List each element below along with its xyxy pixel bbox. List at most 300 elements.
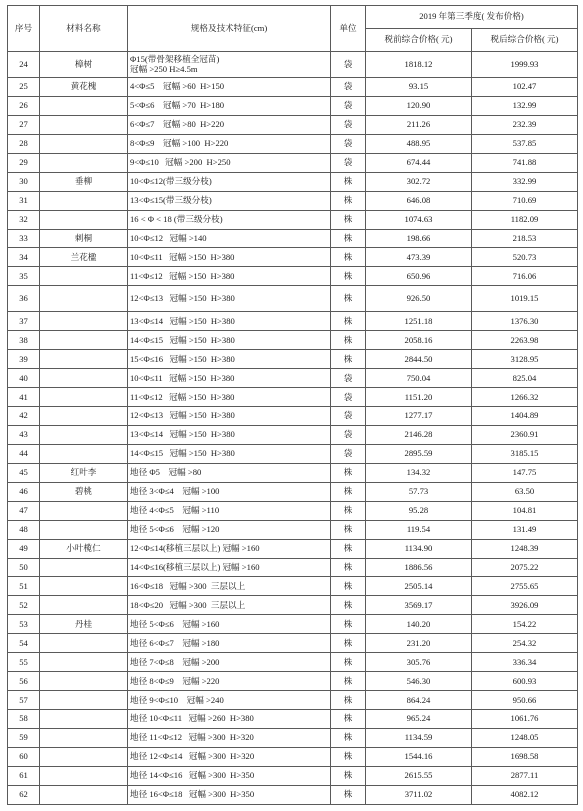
table-row xyxy=(8,96,578,115)
table-row xyxy=(8,425,578,444)
pre-tax-price: 650.96 xyxy=(366,267,472,286)
row-number: 54 xyxy=(8,634,40,653)
row-number: 48 xyxy=(8,520,40,539)
spec-line: 12<Φ≤13 冠幅 >150 H>380 xyxy=(130,410,235,421)
unit-cell: 袋 xyxy=(331,444,366,463)
pre-tax-price: 2615.55 xyxy=(366,766,472,785)
material-name xyxy=(40,407,128,426)
spec-cell xyxy=(128,388,331,407)
spec-cell xyxy=(128,653,331,672)
post-tax-price: 2755.65 xyxy=(472,577,578,596)
material-name xyxy=(40,153,128,172)
unit-cell: 株 xyxy=(331,634,366,653)
spec-line: 4<Φ≤5 冠幅 >60 H>150 xyxy=(130,81,225,92)
row-number: 41 xyxy=(8,388,40,407)
material-name xyxy=(40,267,128,286)
material-name xyxy=(40,286,128,312)
spec-cell xyxy=(128,520,331,539)
pre-tax-price: 302.72 xyxy=(366,172,472,191)
unit-cell: 株 xyxy=(331,785,366,804)
table-row xyxy=(8,672,578,691)
post-tax-price: 825.04 xyxy=(472,369,578,388)
pre-tax-price: 546.30 xyxy=(366,672,472,691)
table-row xyxy=(8,267,578,286)
post-tax-price: 950.66 xyxy=(472,691,578,710)
row-number: 39 xyxy=(8,350,40,369)
material-name xyxy=(40,444,128,463)
post-tax-price: 710.69 xyxy=(472,191,578,210)
spec-cell xyxy=(128,172,331,191)
unit-cell: 株 xyxy=(331,747,366,766)
pre-tax-price: 140.20 xyxy=(366,615,472,634)
pre-tax-price: 305.76 xyxy=(366,653,472,672)
spec-cell xyxy=(128,691,331,710)
unit-cell: 株 xyxy=(331,286,366,312)
unit-cell: 袋 xyxy=(331,153,366,172)
spec-cell xyxy=(128,425,331,444)
material-name: 黄花槐 xyxy=(40,78,128,97)
unit-cell: 袋 xyxy=(331,388,366,407)
post-tax-price: 336.34 xyxy=(472,653,578,672)
post-tax-price: 741.88 xyxy=(472,153,578,172)
row-number: 56 xyxy=(8,672,40,691)
table-row xyxy=(8,577,578,596)
table-row xyxy=(8,728,578,747)
pre-tax-price: 2146.28 xyxy=(366,425,472,444)
material-name xyxy=(40,766,128,785)
spec-line: 10<Φ≤11 冠幅 >150 H>380 xyxy=(130,372,235,383)
unit-cell: 株 xyxy=(331,191,366,210)
spec-cell xyxy=(128,766,331,785)
row-number: 25 xyxy=(8,78,40,97)
spec-cell xyxy=(128,501,331,520)
material-name xyxy=(40,115,128,134)
table-row xyxy=(8,331,578,350)
table-row xyxy=(8,52,578,78)
spec-line: 5<Φ≤6 冠幅 >70 H>180 xyxy=(130,100,225,111)
post-tax-price: 104.81 xyxy=(472,501,578,520)
post-tax-price: 1999.93 xyxy=(472,52,578,78)
spec-cell xyxy=(128,615,331,634)
unit-cell: 袋 xyxy=(331,134,366,153)
spec-cell xyxy=(128,482,331,501)
row-number: 27 xyxy=(8,115,40,134)
unit-cell: 袋 xyxy=(331,52,366,78)
unit-cell: 株 xyxy=(331,615,366,634)
post-tax-price: 2075.22 xyxy=(472,558,578,577)
post-tax-price: 254.32 xyxy=(472,634,578,653)
table-row xyxy=(8,634,578,653)
unit-cell: 袋 xyxy=(331,425,366,444)
unit-cell: 株 xyxy=(331,210,366,229)
spec-line: 14<Φ≤16(移植三层以上) 冠幅 >160 xyxy=(130,561,260,572)
pre-tax-price: 1886.56 xyxy=(366,558,472,577)
unit-cell: 袋 xyxy=(331,369,366,388)
row-number: 38 xyxy=(8,331,40,350)
table-row xyxy=(8,615,578,634)
spec-cell xyxy=(128,710,331,729)
spec-cell xyxy=(128,115,331,134)
pre-tax-price: 2895.59 xyxy=(366,444,472,463)
row-number: 40 xyxy=(8,369,40,388)
header-unit: 单位 xyxy=(331,6,366,52)
material-name xyxy=(40,747,128,766)
material-name: 刺桐 xyxy=(40,229,128,248)
spec-line: 地径 5<Φ≤6 冠幅 >120 xyxy=(130,524,220,535)
spec-line: 地径 3<Φ≤4 冠幅 >100 xyxy=(130,486,220,497)
spec-cell xyxy=(128,444,331,463)
post-tax-price: 1019.15 xyxy=(472,286,578,312)
spec-line: 13<Φ≤15(带三级分枝) xyxy=(130,195,212,206)
unit-cell: 株 xyxy=(331,463,366,482)
material-name: 碧桃 xyxy=(40,482,128,501)
post-tax-price: 2360.91 xyxy=(472,425,578,444)
spec-cell xyxy=(128,369,331,388)
unit-cell: 株 xyxy=(331,558,366,577)
post-tax-price: 131.49 xyxy=(472,520,578,539)
row-number: 47 xyxy=(8,501,40,520)
spec-line: 地径 16<Φ≤18 冠幅 >300 H>350 xyxy=(130,789,255,800)
pre-tax-price: 1251.18 xyxy=(366,312,472,331)
pre-tax-price: 57.73 xyxy=(366,482,472,501)
spec-line: 地径 8<Φ≤9 冠幅 >220 xyxy=(130,675,220,686)
post-tax-price: 1182.09 xyxy=(472,210,578,229)
table-row xyxy=(8,501,578,520)
row-number: 24 xyxy=(8,52,40,78)
table-row xyxy=(8,78,578,97)
row-number: 62 xyxy=(8,785,40,804)
row-number: 61 xyxy=(8,766,40,785)
post-tax-price: 1248.39 xyxy=(472,539,578,558)
spec-cell xyxy=(128,463,331,482)
table-row xyxy=(8,172,578,191)
unit-cell: 株 xyxy=(331,710,366,729)
post-tax-price: 3185.15 xyxy=(472,444,578,463)
spec-cell xyxy=(128,407,331,426)
row-number: 31 xyxy=(8,191,40,210)
header-spec: 规格及技术特征(cm) xyxy=(128,6,331,52)
material-name xyxy=(40,425,128,444)
material-name: 小叶榄仁 xyxy=(40,539,128,558)
spec-line: 11<Φ≤12 冠幅 >150 H>380 xyxy=(130,391,235,402)
unit-cell: 袋 xyxy=(331,96,366,115)
row-number: 57 xyxy=(8,691,40,710)
post-tax-price: 520.73 xyxy=(472,248,578,267)
pre-tax-price: 488.95 xyxy=(366,134,472,153)
material-name: 樟树 xyxy=(40,52,128,78)
unit-cell: 株 xyxy=(331,331,366,350)
post-tax-price: 3128.95 xyxy=(472,350,578,369)
table-row xyxy=(8,444,578,463)
pre-tax-price: 119.54 xyxy=(366,520,472,539)
unit-cell: 株 xyxy=(331,728,366,747)
material-name xyxy=(40,653,128,672)
table-row xyxy=(8,191,578,210)
spec-line: 6<Φ≤7 冠幅 >80 H>220 xyxy=(130,119,225,130)
spec-line: 地径 5<Φ≤6 冠幅 >160 xyxy=(130,618,220,629)
table-row xyxy=(8,210,578,229)
spec-line: 8<Φ≤9 冠幅 >100 H>220 xyxy=(130,138,229,149)
row-number: 32 xyxy=(8,210,40,229)
material-name xyxy=(40,191,128,210)
spec-cell xyxy=(128,634,331,653)
material-name: 垂柳 xyxy=(40,172,128,191)
pre-tax-price: 231.20 xyxy=(366,634,472,653)
spec-cell xyxy=(128,728,331,747)
pre-tax-price: 1544.16 xyxy=(366,747,472,766)
spec-cell xyxy=(128,350,331,369)
table-row xyxy=(8,115,578,134)
spec-line: Φ15(带骨架移植全冠苗) xyxy=(130,54,220,65)
spec-line: 14<Φ≤15 冠幅 >150 H>380 xyxy=(130,448,235,459)
table-row xyxy=(8,520,578,539)
unit-cell: 株 xyxy=(331,350,366,369)
table-row xyxy=(8,369,578,388)
material-name: 兰花楹 xyxy=(40,248,128,267)
unit-cell: 株 xyxy=(331,672,366,691)
post-tax-price: 1376.30 xyxy=(472,312,578,331)
row-number: 44 xyxy=(8,444,40,463)
material-name xyxy=(40,388,128,407)
spec-line: 地径 12<Φ≤14 冠幅 >300 H>320 xyxy=(130,751,255,762)
table-row xyxy=(8,766,578,785)
spec-cell xyxy=(128,153,331,172)
table-row xyxy=(8,388,578,407)
table-row xyxy=(8,653,578,672)
unit-cell: 株 xyxy=(331,653,366,672)
post-tax-price: 232.39 xyxy=(472,115,578,134)
table-row xyxy=(8,286,578,312)
spec-line: 11<Φ≤12 冠幅 >150 H>380 xyxy=(130,270,235,281)
spec-cell xyxy=(128,96,331,115)
unit-cell: 袋 xyxy=(331,115,366,134)
unit-cell: 株 xyxy=(331,766,366,785)
row-number: 30 xyxy=(8,172,40,191)
pre-tax-price: 864.24 xyxy=(366,691,472,710)
row-number: 29 xyxy=(8,153,40,172)
spec-cell xyxy=(128,785,331,804)
pre-tax-price: 3569.17 xyxy=(366,596,472,615)
material-name: 丹桂 xyxy=(40,615,128,634)
pre-tax-price: 926.50 xyxy=(366,286,472,312)
spec-cell xyxy=(128,331,331,350)
post-tax-price: 102.47 xyxy=(472,78,578,97)
spec-line: 地径 10<Φ≤11 冠幅 >260 H>380 xyxy=(130,713,254,724)
row-number: 36 xyxy=(8,286,40,312)
material-name xyxy=(40,728,128,747)
post-tax-price: 147.75 xyxy=(472,463,578,482)
spec-line: 地径 4<Φ≤5 冠幅 >110 xyxy=(130,505,220,516)
pre-tax-price: 646.08 xyxy=(366,191,472,210)
post-tax-price: 600.93 xyxy=(472,672,578,691)
material-name xyxy=(40,210,128,229)
row-number: 42 xyxy=(8,407,40,426)
material-name xyxy=(40,350,128,369)
unit-cell: 株 xyxy=(331,482,366,501)
table-row xyxy=(8,539,578,558)
pre-tax-price: 1277.17 xyxy=(366,407,472,426)
pre-tax-price: 120.90 xyxy=(366,96,472,115)
row-number: 49 xyxy=(8,539,40,558)
material-name xyxy=(40,501,128,520)
table-row xyxy=(8,134,578,153)
unit-cell: 株 xyxy=(331,312,366,331)
spec-line: 10<Φ≤12(带三级分枝) xyxy=(130,176,212,187)
unit-cell: 株 xyxy=(331,520,366,539)
table-row xyxy=(8,350,578,369)
row-number: 35 xyxy=(8,267,40,286)
material-name xyxy=(40,134,128,153)
post-tax-price: 218.53 xyxy=(472,229,578,248)
spec-cell xyxy=(128,78,331,97)
spec-line: 16<Φ≤18 冠幅 >300 三层以上 xyxy=(130,580,246,591)
post-tax-price: 132.99 xyxy=(472,96,578,115)
header-pre-tax: 税前综合价格( 元) xyxy=(366,29,472,52)
spec-line: 14<Φ≤15 冠幅 >150 H>380 xyxy=(130,334,235,345)
material-name xyxy=(40,691,128,710)
table-row xyxy=(8,747,578,766)
row-number: 59 xyxy=(8,728,40,747)
spec-line: 13<Φ≤14 冠幅 >150 H>380 xyxy=(130,429,235,440)
post-tax-price: 63.50 xyxy=(472,482,578,501)
spec-cell xyxy=(128,558,331,577)
table-row xyxy=(8,312,578,331)
pre-tax-price: 211.26 xyxy=(366,115,472,134)
pre-tax-price: 674.44 xyxy=(366,153,472,172)
spec-line: 地径 11<Φ≤12 冠幅 >300 H>320 xyxy=(130,732,254,743)
table-row xyxy=(8,710,578,729)
unit-cell: 袋 xyxy=(331,78,366,97)
post-tax-price: 1266.32 xyxy=(472,388,578,407)
post-tax-price: 1061.76 xyxy=(472,710,578,729)
row-number: 34 xyxy=(8,248,40,267)
pre-tax-price: 93.15 xyxy=(366,78,472,97)
spec-line: 地径 9<Φ≤10 冠幅 >240 xyxy=(130,694,224,705)
material-name: 红叶李 xyxy=(40,463,128,482)
material-name xyxy=(40,331,128,350)
spec-cell xyxy=(128,596,331,615)
header-post-tax: 税后综合价格( 元) xyxy=(472,29,578,52)
unit-cell: 株 xyxy=(331,691,366,710)
post-tax-price: 716.06 xyxy=(472,267,578,286)
price-table xyxy=(7,5,578,805)
pre-tax-price: 3711.02 xyxy=(366,785,472,804)
spec-cell xyxy=(128,286,331,312)
pre-tax-price: 134.32 xyxy=(366,463,472,482)
spec-cell xyxy=(128,229,331,248)
table-row xyxy=(8,248,578,267)
spec-cell xyxy=(128,577,331,596)
unit-cell: 株 xyxy=(331,248,366,267)
table-row xyxy=(8,785,578,804)
spec-line: 10<Φ≤11 冠幅 >150 H>380 xyxy=(130,251,235,262)
spec-line: 18<Φ≤20 冠幅 >300 三层以上 xyxy=(130,599,246,610)
spec-line: 15<Φ≤16 冠幅 >150 H>380 xyxy=(130,353,235,364)
row-number: 53 xyxy=(8,615,40,634)
material-name xyxy=(40,96,128,115)
spec-line: 地径 14<Φ≤16 冠幅 >300 H>350 xyxy=(130,770,255,781)
material-name xyxy=(40,710,128,729)
table-row xyxy=(8,229,578,248)
post-tax-price: 1248.05 xyxy=(472,728,578,747)
material-name xyxy=(40,520,128,539)
material-name xyxy=(40,785,128,804)
unit-cell: 株 xyxy=(331,596,366,615)
table-row xyxy=(8,596,578,615)
post-tax-price: 1404.89 xyxy=(472,407,578,426)
unit-cell: 株 xyxy=(331,501,366,520)
material-name xyxy=(40,596,128,615)
pre-tax-price: 2844.50 xyxy=(366,350,472,369)
spec-line: 地径 Φ5 冠幅 >80 xyxy=(130,467,202,478)
row-number: 45 xyxy=(8,463,40,482)
table-row xyxy=(8,153,578,172)
row-number: 46 xyxy=(8,482,40,501)
spec-cell xyxy=(128,134,331,153)
row-number: 50 xyxy=(8,558,40,577)
spec-cell xyxy=(128,52,331,78)
material-name xyxy=(40,672,128,691)
row-number: 60 xyxy=(8,747,40,766)
pre-tax-price: 95.28 xyxy=(366,501,472,520)
row-number: 37 xyxy=(8,312,40,331)
table-header xyxy=(8,6,578,52)
material-name xyxy=(40,312,128,331)
unit-cell: 株 xyxy=(331,267,366,286)
unit-cell: 株 xyxy=(331,229,366,248)
pre-tax-price: 473.39 xyxy=(366,248,472,267)
material-name xyxy=(40,577,128,596)
row-number: 52 xyxy=(8,596,40,615)
spec-line: 冠幅 >250 H≥4.5m xyxy=(130,63,198,74)
spec-line: 9<Φ≤10 冠幅 >200 H>250 xyxy=(130,157,231,168)
post-tax-price: 3926.09 xyxy=(472,596,578,615)
header-period: 2019 年第三季度( 发布价格) xyxy=(366,6,578,29)
row-number: 43 xyxy=(8,425,40,444)
spec-cell xyxy=(128,191,331,210)
pre-tax-price: 1151.20 xyxy=(366,388,472,407)
post-tax-price: 154.22 xyxy=(472,615,578,634)
material-name xyxy=(40,558,128,577)
post-tax-price: 4082.12 xyxy=(472,785,578,804)
spec-line: 13<Φ≤14 冠幅 >150 H>380 xyxy=(130,315,235,326)
spec-cell xyxy=(128,267,331,286)
row-number: 26 xyxy=(8,96,40,115)
material-name xyxy=(40,369,128,388)
row-number: 55 xyxy=(8,653,40,672)
post-tax-price: 332.99 xyxy=(472,172,578,191)
unit-cell: 株 xyxy=(331,539,366,558)
header-no: 序号 xyxy=(8,6,40,52)
spec-line: 10<Φ≤12 冠幅 >140 xyxy=(130,232,207,243)
spec-cell xyxy=(128,210,331,229)
row-number: 33 xyxy=(8,229,40,248)
post-tax-price: 1698.58 xyxy=(472,747,578,766)
pre-tax-price: 965.24 xyxy=(366,710,472,729)
pre-tax-price: 2505.14 xyxy=(366,577,472,596)
spec-line: 12<Φ≤14(移植三层以上) 冠幅 >160 xyxy=(130,543,260,554)
table-body xyxy=(8,52,578,805)
pre-tax-price: 1818.12 xyxy=(366,52,472,78)
spec-line: 地径 7<Φ≤8 冠幅 >200 xyxy=(130,656,220,667)
spec-line: 16 < Φ < 18 (带三级分枝) xyxy=(130,214,223,225)
post-tax-price: 537.85 xyxy=(472,134,578,153)
row-number: 58 xyxy=(8,710,40,729)
spec-cell xyxy=(128,539,331,558)
material-name xyxy=(40,634,128,653)
pre-tax-price: 1074.63 xyxy=(366,210,472,229)
header-name: 材料名称 xyxy=(40,6,128,52)
